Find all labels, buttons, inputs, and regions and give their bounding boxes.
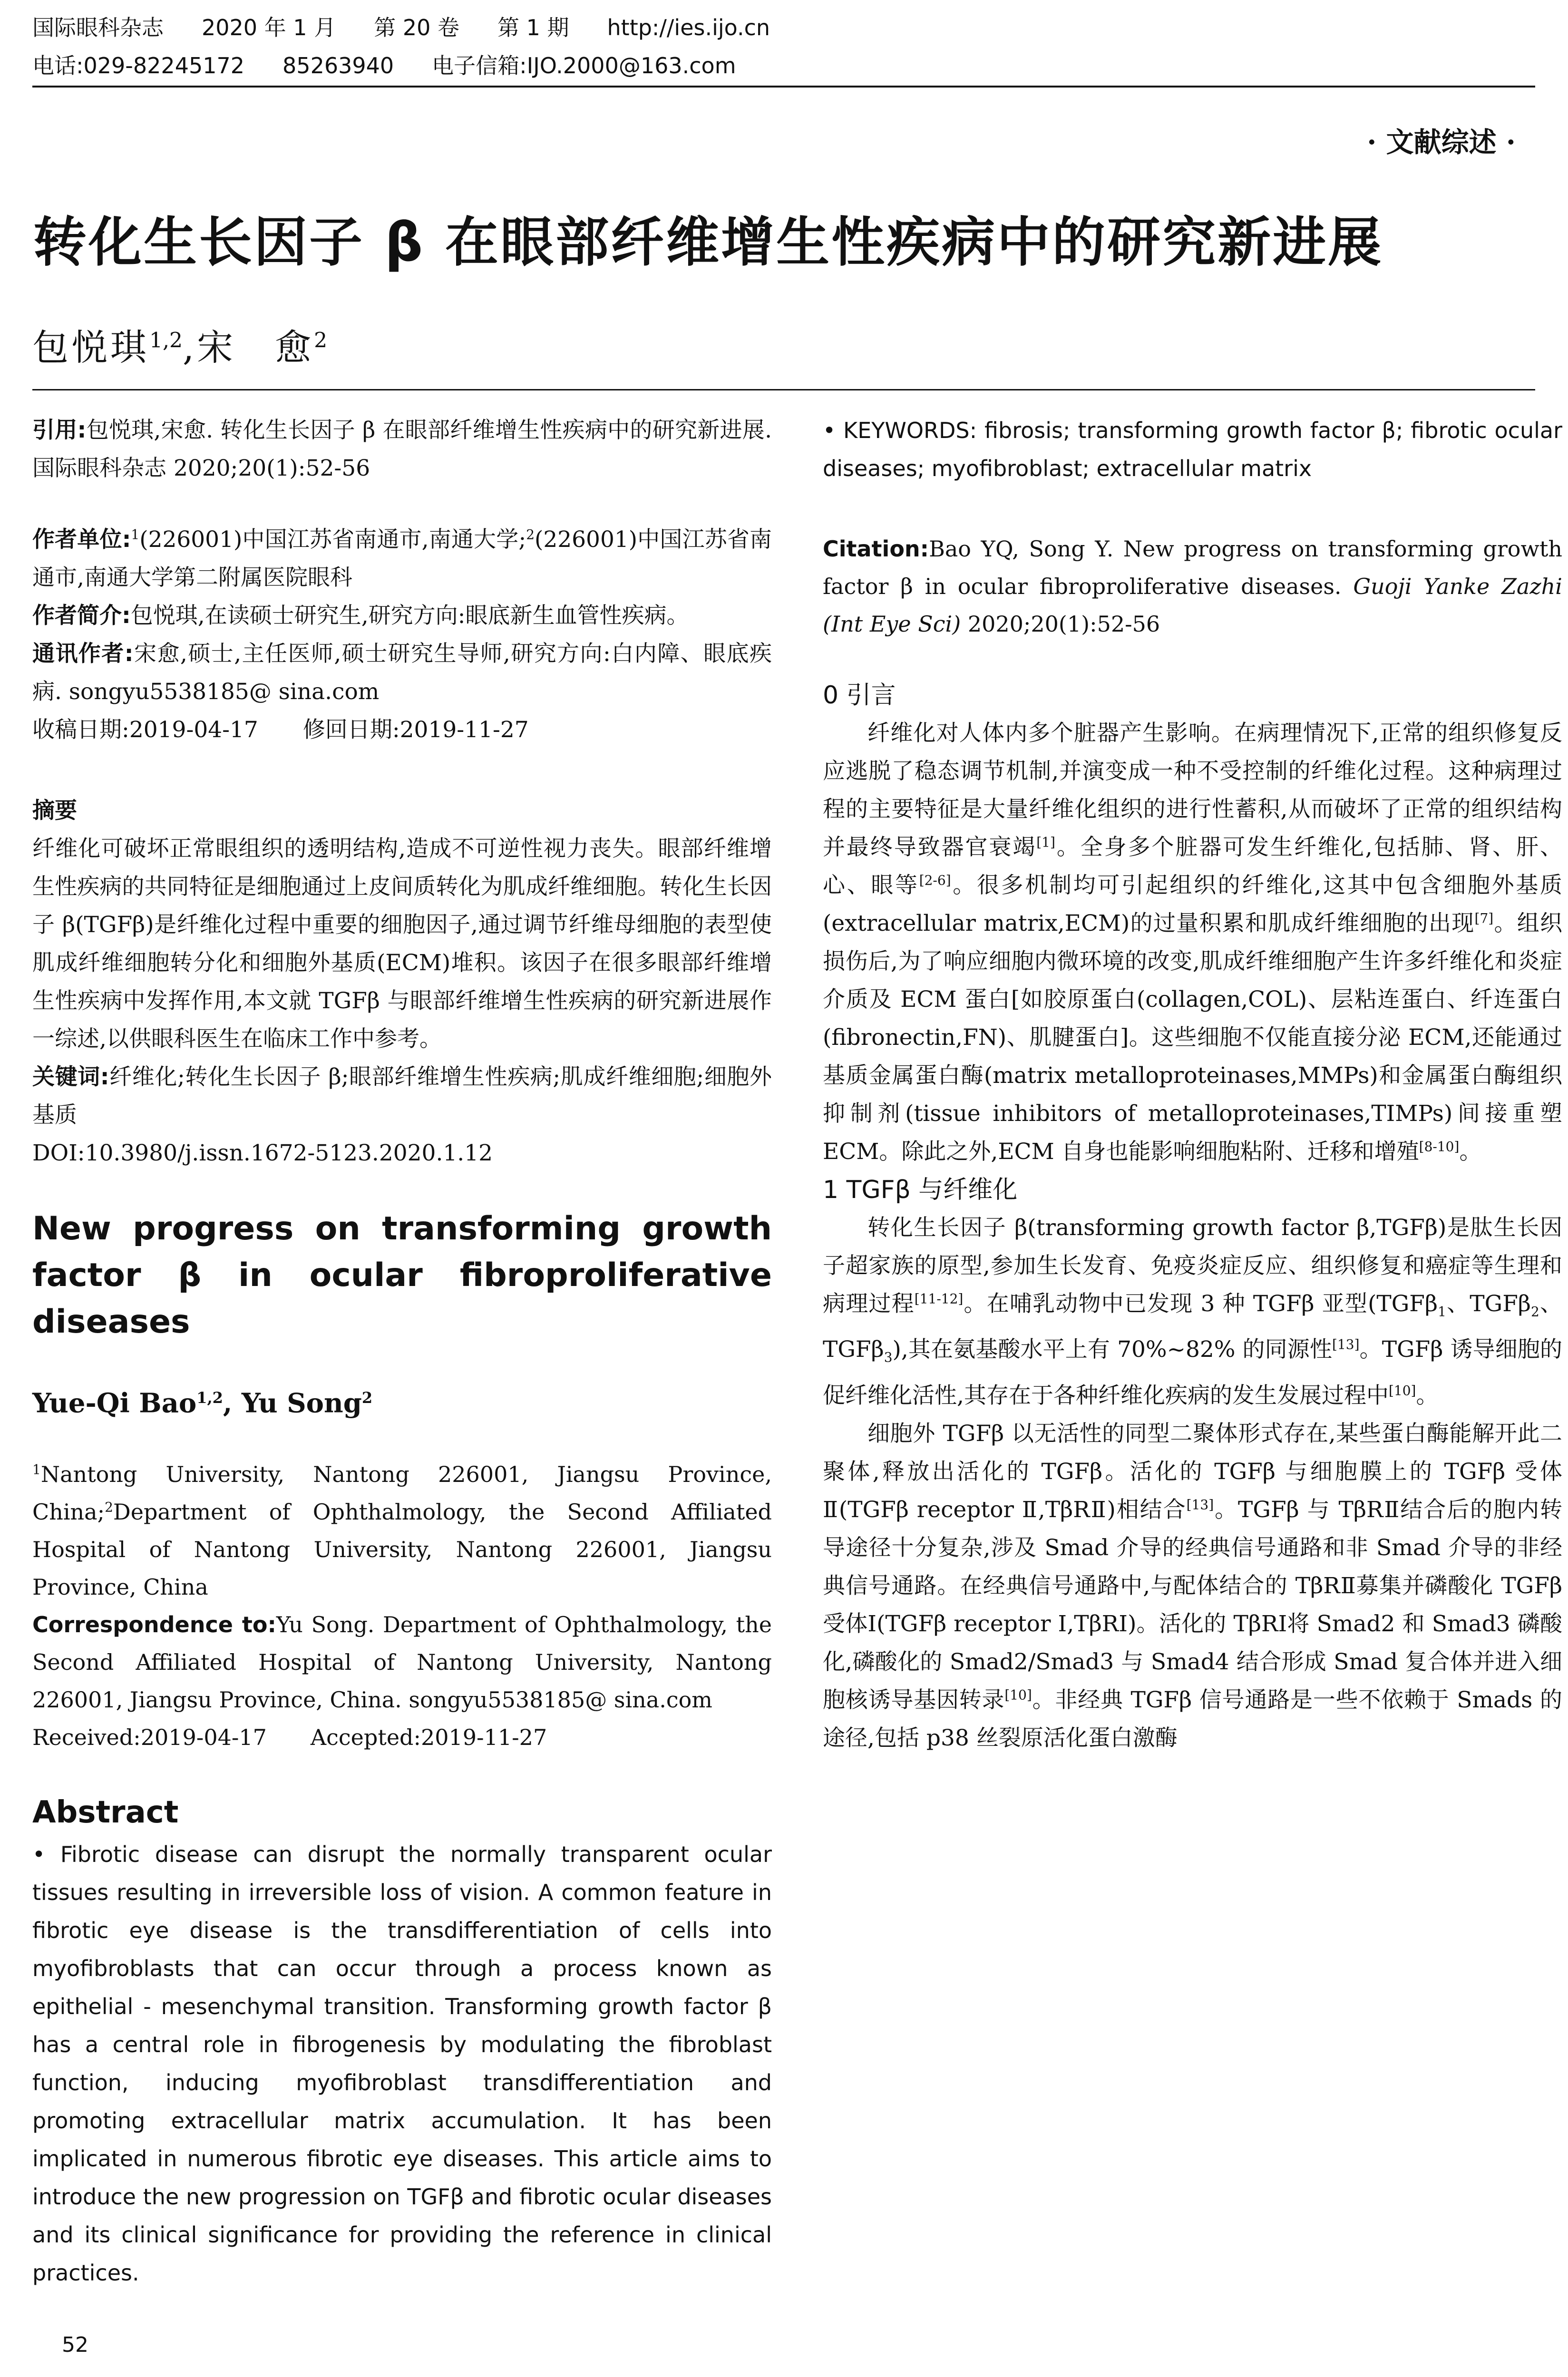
en-corr-label: Correspondence to:: [32, 1611, 276, 1637]
en-keywords-text: fibrosis; transforming growth factor β; fibrotic ocular diseases; myofibroblast; extracellular matrix: [823, 418, 1562, 481]
author-name-2: 宋 愈: [197, 326, 314, 369]
en-citation-post: 2020;20(1):52-56: [961, 611, 1160, 637]
sec1-sub-1: 1: [1438, 1304, 1446, 1320]
intro-text-5: 。: [1459, 1139, 1482, 1165]
section-tag: · 文献综述 ·: [1367, 126, 1516, 158]
citation-cn: [32, 411, 772, 487]
sec1-text-b: 。在哺乳动物中已发现 3 种 TGFβ 亚型(TGFβ: [963, 1291, 1438, 1317]
author-separator: ,: [182, 326, 197, 369]
journal-name: 国际眼科杂志: [32, 15, 164, 40]
english-dates: Received:2019-04-17 Accepted:2019-11-27: [32, 1724, 547, 1750]
affiliation-part-1: (226001)中国江苏省南通市,南通大学;: [139, 526, 526, 553]
en-corr-text: Yu Song. Department of Ophthalmology, the Second Affiliated Hospital of Nantong University, Nantong 226001, Jiangsu Province, China. songyu5538185@ sina.com: [32, 1611, 772, 1713]
ref-1: [1]: [1036, 834, 1055, 850]
author-line: [32, 319, 327, 370]
sec1-sub-3: 3: [884, 1349, 893, 1365]
ref-3: [7]: [1474, 910, 1494, 926]
sec1-text-c: ),其在氨基酸水平上有 70%~82% 的同源性: [892, 1336, 1333, 1363]
english-abstract-text: • Fibrotic disease can disrupt the normally transparent ocular tissues resulting in irreversible loss of vision. A common feature in fibrotic eye disease is the transdifferentiation of cells into myofibroblasts that can occur through a process known as epithelial - mesenchymal transition. Transforming growth factor β has a central role in fibrogenesis by modulating the fibroblast function, inducing myofibroblast transdifferentiation and promoting extracellular matrix accumulation. It has been implicated in numerous fibrotic eye diseases. This article aims to introduce the new progression on TGFβ and fibrotic ocular diseases and its clinical significance for providing the reference in clinical practices.: [32, 1841, 772, 2286]
section1-heading: 1 TGFβ 与纤维化: [823, 1176, 1018, 1204]
keywords-cn-label: 关键词:: [32, 1064, 109, 1090]
en-citation-journal: Guoji Yanke Zazhi (Int Eye Sci): [823, 574, 1562, 637]
dates-cn: 收稿日期:2019-04-17 修回日期:2019-11-27: [32, 717, 529, 743]
intro-text-4: 。组织损伤后,为了响应细胞内微环境的改变,肌成纤维细胞产生许多纤维化和炎症介质及 ECM 蛋白[如胶原蛋白(collagen,COL)、层粘连蛋白、纤连蛋白(fibronectin,FN)、肌腱蛋白]。这些细胞不仅能直接分泌 ECM,还能通过基质金属蛋白酶(matrix metalloproteinases,MMPs)和金属蛋白酶组织抑制剂(tissue inhibitors of metalloproteinases,TIMPs)间接重塑 ECM。除此之外,ECM 自身也能影响细胞粘附、迁移和增殖: [823, 910, 1562, 1165]
ref-9: [10]: [1004, 1687, 1032, 1703]
author-affil-sup-1: 1,2: [149, 328, 183, 353]
en-aff-2: Department of Ophthalmology, the Second Affiliated Hospital of Nantong University, Nantong 226001, Jiangsu Province, China: [32, 1499, 772, 1600]
affiliation-sup-1: 1: [131, 526, 140, 543]
sec1-sub-2: 2: [1530, 1304, 1539, 1320]
intro-paragraph: [823, 714, 1562, 1171]
intro-heading: 0 引言: [823, 681, 896, 710]
corr-text: 宋愈,硕士,主任医师,硕士研究生导师,研究方向:白内障、眼底疾病. songyu5538185@ sina.com: [32, 641, 772, 705]
ref-6: [13]: [1332, 1336, 1360, 1353]
affiliation-sup-2: 2: [526, 526, 535, 543]
affiliation-part-2: (226001)中国江苏省南通市,南通大学第二附属医院眼科: [32, 526, 772, 591]
author-affiliation: [32, 521, 772, 597]
en-keywords-label: • KEYWORDS:: [823, 418, 977, 443]
journal-email[interactable]: 电子信箱:IJO.2000@163.com: [432, 53, 736, 78]
sec1-p2-text-b: 。TGFβ 与 TβRⅡ结合后的胞内转导途径十分复杂,涉及 Smad 介导的经典信号通路和非 Smad 介导的非经典信号通路。在经典信号通路中,与配体结合的 TβRⅡ募集并磷酸化 TGFβ 受体Ⅰ(TGFβ receptor Ⅰ,TβRⅠ)。活化的 TβRⅠ将 Smad2 和 Smad3 磷酸化,磷酸化的 Smad2/Smad3 与 Smad4 结合形成 Smad 复合体并进入细胞核诱导基因转录: [823, 1496, 1562, 1713]
header-divider: [32, 86, 1535, 88]
keywords-cn-text: 纤维化;转化生长因子 β;眼部纤维增生性疾病;肌成纤维细胞;细胞外基质: [32, 1064, 772, 1128]
volume: 第 20 卷: [374, 15, 459, 40]
en-author-2: Yu Song: [241, 1387, 362, 1419]
en-aff-sup-2: 2: [105, 1499, 113, 1515]
ref-8: [13]: [1186, 1497, 1214, 1513]
sec1-text-a: 转化生长因子 β(transforming growth factor β,TGFβ)是肽生长因子超家族的原型,参加生长发育、免疫炎症反应、组织修复和癌症等生理和病理过程: [823, 1215, 1562, 1317]
english-citation: [823, 530, 1562, 643]
ref-2: [2-6]: [919, 872, 951, 888]
running-header-line2: [32, 51, 774, 80]
intro-text-1: 纤维化对人体内多个脏器产生影响。在病理情况下,正常的组织修复反应逃脱了稳态调节机制,并演变成一种不受控制的纤维化过程。这种病理过程的主要特征是大量纤维化组织的进行性蓄积,从而破坏了正常的组织结构并最终导致器官衰竭: [823, 720, 1562, 860]
en-citation-text: Bao YQ, Song Y. New progress on transforming growth factor β in ocular fibroproliferative diseases.: [823, 536, 1562, 599]
author-affil-sup-2: 2: [314, 328, 328, 353]
left-column: [32, 411, 772, 2292]
affiliation-label: 作者单位:: [32, 526, 131, 553]
page-number: 52: [62, 2333, 88, 2357]
right-column: [823, 411, 1562, 1757]
title-divider: [32, 389, 1535, 390]
english-affiliation: [32, 1456, 772, 1606]
english-abstract-heading: Abstract: [32, 1794, 179, 1830]
sec1-p2-text-a: 细胞外 TGFβ 以无活性的同型二聚体形式存在,某些蛋白酶能解开此二聚体,释放出活化的 TGFβ。活化的 TGFβ 与细胞膜上的 TGFβ 受体Ⅱ(TGFβ receptor Ⅱ,TβRⅡ)相结合: [823, 1420, 1562, 1523]
citation-cn-text: 包悦琪,宋愈. 转化生长因子 β 在眼部纤维增生性疾病中的研究新进展. 国际眼科杂志 2020;20(1):52-56: [32, 417, 772, 481]
article-title: 转化生长因子 β 在眼部纤维增生性疾病中的研究新进展: [33, 212, 1383, 273]
en-aff-1: Nantong University, Nantong 226001, Jiangsu Province, China;: [32, 1461, 772, 1525]
en-author-sup-1: 1,2: [196, 1389, 223, 1407]
phone: 电话:029-82245172: [32, 53, 245, 78]
english-keywords: [823, 411, 1562, 487]
author-name-1: 包悦琪: [32, 326, 149, 369]
intro-text-2: 。全身多个脏器可发生纤维化,包括肺、肾、肝、心、眼等: [823, 834, 1562, 898]
ref-5: [11-12]: [914, 1291, 964, 1307]
corresponding-author: [32, 635, 772, 711]
section1-paragraph-2: [823, 1415, 1562, 1757]
citation-cn-label: 引用:: [32, 417, 87, 443]
en-citation-label: Citation:: [823, 536, 929, 562]
ref-4: [8-10]: [1419, 1139, 1460, 1155]
en-author-sup-2: 2: [361, 1389, 373, 1407]
english-authors: [32, 1379, 772, 1422]
en-author-sep: ,: [223, 1387, 242, 1419]
author-bio: [32, 597, 772, 635]
sec1-text-d: 。TGFβ 诱导细胞的促纤维化活性,其存在于各种纤维化疾病的发生发展过程中: [823, 1336, 1563, 1409]
keywords-cn: [32, 1058, 772, 1134]
doi[interactable]: DOI:10.3980/j.issn.1672-5123.2020.1.12: [32, 1140, 493, 1166]
sec1-sep-2: 、TGFβ: [823, 1291, 1563, 1363]
journal-url[interactable]: http://ies.ijo.cn: [607, 15, 770, 40]
bio-label: 作者简介:: [32, 603, 131, 629]
en-author-1: Yue-Qi Bao: [32, 1387, 197, 1419]
sec1-p2-text-c: 。非经典 TGFβ 信号通路是一些不依赖于 Smads 的途径,包括 p38 丝裂原活化蛋白激酶: [823, 1686, 1562, 1751]
english-correspondence: [32, 1606, 772, 1719]
intro-text-3: 。很多机制均可引起组织的纤维化,这其中包含细胞外基质(extracellular matrix,ECM)的过量积累和肌成纤维细胞的出现: [823, 872, 1562, 936]
sec1-text-e: 。: [1416, 1382, 1439, 1409]
phone2: 85263940: [282, 53, 394, 78]
issue-number: 第 1 期: [497, 15, 569, 40]
en-aff-sup-1: 1: [32, 1461, 41, 1478]
corr-label: 通讯作者:: [32, 641, 134, 667]
abstract-cn-text: 纤维化可破坏正常眼组织的透明结构,造成不可逆性视力丧失。眼部纤维增生性疾病的共同特征是细胞通过上皮间质转化为肌成纤维细胞。转化生长因子 β(TGFβ)是纤维化过程中重要的细胞因子,通过调节纤维母细胞的表型使肌成纤维细胞转分化和细胞外基质(ECM)堆积。该因子在很多眼部纤维增生性疾病中发挥作用,本文就 TGFβ 与眼部纤维增生性疾病的研究新进展作一综述,以供眼科医生在临床工作中参考。: [32, 836, 772, 1052]
abstract-cn-heading: 摘要: [32, 798, 77, 824]
section1-paragraph-1: [823, 1209, 1562, 1415]
running-header-line1: [32, 13, 808, 42]
english-title: New progress on transforming growth factor β in ocular fibroproliferative diseases: [32, 1210, 772, 1341]
sec1-sep-1: 、TGFβ: [1446, 1291, 1531, 1317]
issue-date: 2020 年 1 月: [202, 15, 336, 40]
bio-text: 包悦琪,在读硕士研究生,研究方向:眼底新生血管性疾病。: [130, 603, 689, 629]
ref-7: [10]: [1388, 1383, 1416, 1399]
